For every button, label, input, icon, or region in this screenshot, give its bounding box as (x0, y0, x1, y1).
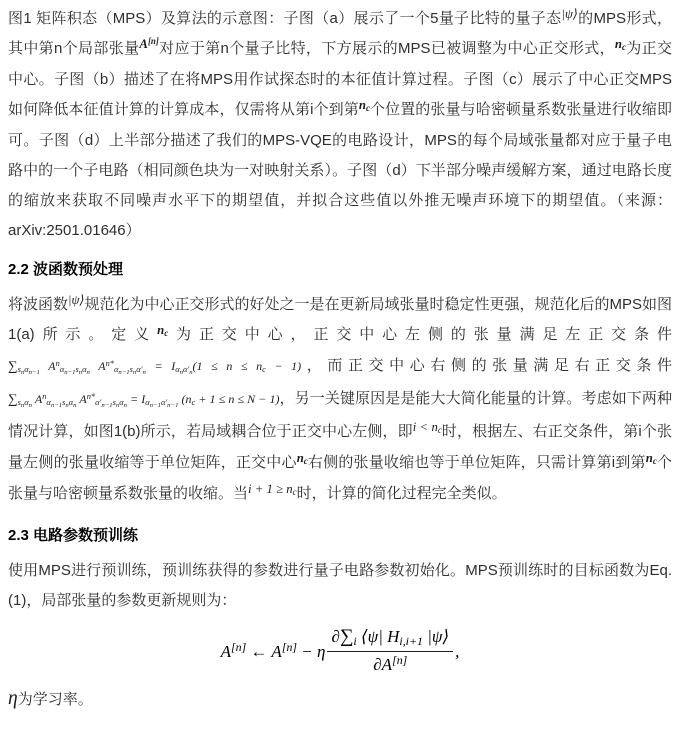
inline-math (8, 358, 302, 376)
inline-math (615, 37, 626, 51)
math-token: A (34, 392, 43, 406)
math-token: s (17, 365, 21, 375)
math-token: c (292, 487, 297, 498)
math-token: n (358, 98, 366, 112)
math-token: s (112, 398, 116, 408)
inline-math (297, 451, 308, 465)
text-run: 个张量与哈密顿量系数张量的收缩。当 (8, 454, 672, 502)
math-token: [n] (281, 640, 298, 654)
math-token: [n] (392, 652, 408, 667)
text-run: 使用MPS进行预训练，预训练获得的参数进行量子电路参数初始化。MPS预训练时的目标函数为Eq.(1)，局部张量的参数更新规则为： (8, 562, 672, 609)
math-token: α (24, 398, 29, 408)
math-token: A (139, 37, 148, 51)
math-token: n−1 (28, 368, 40, 376)
math-token: A (271, 641, 282, 661)
inline-math (139, 37, 158, 51)
math-token: n (20, 368, 25, 376)
math-token: n (132, 368, 137, 376)
math-token: n (431, 420, 438, 434)
math-token: c (437, 425, 442, 436)
math-token: i (412, 420, 417, 434)
math-token: , (455, 641, 460, 661)
math-token: α (119, 398, 124, 408)
math-token: η (317, 641, 326, 661)
math-token: α′ (182, 365, 190, 375)
math-token: n (78, 368, 83, 376)
math-token: n−1 (149, 401, 161, 409)
math-token: n (185, 392, 192, 406)
math-token: n−1 (167, 401, 179, 409)
math-token: s (129, 365, 133, 375)
inline-math (561, 7, 577, 21)
math-token: ψ (564, 7, 573, 21)
math-token: I (141, 392, 146, 406)
math-token: ≤ (234, 392, 248, 406)
math-token: n (228, 392, 235, 406)
fraction-numerator (327, 625, 453, 652)
math-token: n−1 (50, 401, 63, 409)
update-rule-equation (8, 628, 672, 678)
math-token: n* (105, 358, 114, 368)
math-token: ⟩ (572, 7, 578, 21)
math-token: n (189, 368, 193, 376)
math-token: n (645, 451, 653, 465)
math-token: c (652, 456, 657, 467)
math-token: s (17, 398, 21, 408)
math-token: ← (246, 641, 272, 661)
math-token: α (46, 398, 51, 408)
math-token: n (123, 401, 127, 409)
math-token: − 1) (265, 359, 302, 373)
inline-math (8, 688, 18, 709)
math-token: I (171, 359, 176, 373)
math-token: ( (178, 392, 186, 406)
text-run: 图1 矩阵积态（MPS）及算法的示意图：子图（a）展示了一个5量子比特的量子态 (8, 10, 562, 27)
math-token: n (142, 368, 146, 376)
text-run: ，另一关键原因是是能大大简化能量的计算。考虑如下两种情况计算，如图1(b)所示，若局域耦合位于正交中心左侧，即 (8, 390, 672, 440)
text-run: 个位置的张量与哈密顿量系数张量进行收缩即可。子图（d）上半部分描述了我们的MPS-VQE的电路设计，MPS的每个局域张量都对应于量子电路中的一个子电路（相同颜色块为一对映射关系）。子图（d）下半部分噪声缓解方案，通过电路长度的缩放来获取不同噪声水平下的期望值，并拟合这些值以外推无噪声环境下的期望值。（来源：arXiv:2501.01646） (8, 101, 672, 239)
math-token: | (422, 627, 432, 646)
math-token: n (55, 358, 60, 368)
inline-math (359, 98, 370, 112)
math-token: c (164, 328, 169, 339)
math-token: ≤ (232, 359, 257, 373)
math-token: c (365, 103, 370, 114)
text-run: 规范化为中心正交形式的好处之一是在更新局域张量时稳定性更强，规范化后的MPS如图1(a)所示。定义 (8, 296, 672, 343)
text-run: 为正交中心，正交中心左侧的张量满足左正交条件 (168, 326, 672, 343)
math-token: n (42, 391, 47, 401)
learning-rate-note (8, 684, 672, 715)
text-run: 为学习率。 (17, 691, 93, 709)
inline-math (248, 482, 297, 496)
math-token: < (416, 420, 432, 434)
math-token: ψ (431, 627, 443, 646)
math-token: + 1 ≥ (251, 482, 287, 496)
math-token: ψ (71, 293, 80, 307)
math-token: A (48, 359, 56, 373)
math-token: α (82, 365, 87, 375)
math-token: α (175, 365, 180, 375)
figure-caption-paragraph (8, 4, 672, 246)
text-run: 的MPS形式，其中第n个局部张量 (8, 10, 672, 57)
math-token: n (256, 359, 263, 373)
math-token: n (115, 401, 120, 409)
math-token: i,i+1 (399, 634, 423, 649)
math-token: ∂ (331, 627, 340, 646)
math-token: i (248, 482, 252, 496)
section-2-2-paragraph (8, 290, 672, 510)
math-token: + 1 ≤ (195, 392, 229, 406)
math-token: ∑ (8, 358, 18, 373)
math-token: ψ (367, 627, 379, 646)
math-token: − (297, 641, 317, 661)
math-token: A (220, 641, 232, 661)
math-token: α′ (95, 398, 102, 408)
math-token: α (145, 398, 150, 408)
math-token: n (65, 401, 69, 409)
fraction-denominator (327, 652, 453, 675)
math-token: A (79, 392, 87, 406)
math-token: i (353, 634, 357, 649)
math-token: n (286, 482, 293, 496)
math-token: c (262, 365, 266, 375)
inline-math (413, 420, 442, 434)
math-token: N (247, 392, 256, 406)
math-token: n−1 (101, 401, 113, 409)
math-token: α′ (136, 365, 143, 375)
math-token: = (126, 392, 142, 406)
math-token: = (145, 359, 172, 373)
math-token: ⟩ (442, 627, 450, 646)
math-token: s (62, 398, 66, 408)
math-token: | (561, 7, 565, 21)
math-token: n (296, 451, 304, 465)
math-token: n (73, 401, 77, 409)
math-token: n (20, 401, 25, 409)
math-token: | (68, 293, 72, 307)
math-token: [n] (147, 35, 159, 46)
math-token: n (157, 323, 165, 337)
section-2-3-paragraph (8, 556, 672, 616)
math-token (90, 359, 98, 373)
math-token: n* (86, 391, 96, 401)
math-token: n−1 (118, 368, 130, 376)
math-token: ∑ (8, 391, 18, 406)
math-token: ⟨ (356, 627, 368, 646)
math-token: n−1 (64, 368, 76, 376)
math-token: c (191, 398, 196, 408)
text-run: 对应于第n个量子比特，下方展示的MPS已被调整为中心正交形式， (158, 40, 615, 57)
math-token: A (98, 359, 106, 373)
text-run: 为正交中心。子图（b）描述了在将MPS用作试探态时的本征值计算过程。子图（c）展示了中心正交MPS如何降低本征值计算的计算成本，仅需将从第i个到第 (8, 40, 672, 118)
math-token: η (8, 688, 18, 710)
math-token: n (28, 401, 32, 409)
math-token: | (378, 627, 388, 646)
inline-math (68, 293, 84, 307)
math-token: H (387, 627, 400, 646)
text-run: ，而正交中心右侧的张量满足右正交条件 (301, 357, 672, 374)
math-token: n (179, 368, 183, 376)
math-token: ⟩ (79, 293, 85, 307)
text-run: 时，计算的简化过程完全类似。 (296, 485, 507, 502)
math-token: n (226, 359, 233, 373)
text-run: 将波函数 (8, 296, 69, 313)
math-token: c (622, 42, 626, 53)
math-token: [n] (231, 640, 247, 654)
math-token: ∑ (339, 626, 354, 647)
math-token: n (86, 368, 90, 376)
inline-math (157, 323, 168, 337)
text-run: 时，根据左、右正交条件，第i个张量左侧的张量收缩等于单位矩阵，正交中心 (8, 423, 672, 471)
text-run: 右侧的张量收缩也等于单位矩阵，只需计算第i到第 (307, 454, 646, 471)
inline-math (8, 391, 280, 409)
math-token: ∂ (373, 654, 382, 674)
math-token: c (303, 456, 308, 467)
math-token: α (24, 365, 29, 375)
math-token: s (75, 365, 79, 375)
inline-math (646, 451, 657, 465)
fraction (327, 625, 453, 675)
math-token: (1 ≤ (192, 359, 227, 373)
math-token: α (113, 365, 119, 375)
math-token: α (59, 365, 65, 375)
section-heading-2-2: 2.2 波函数预处理 (8, 261, 124, 278)
section-heading-2-3: 2.3 电路参数预训练 (8, 527, 139, 544)
math-token: n (614, 37, 623, 51)
math-token: α′ (160, 398, 168, 408)
math-token: − 1) (255, 392, 280, 406)
math-token: A (381, 654, 393, 674)
math-token: α (68, 398, 74, 408)
